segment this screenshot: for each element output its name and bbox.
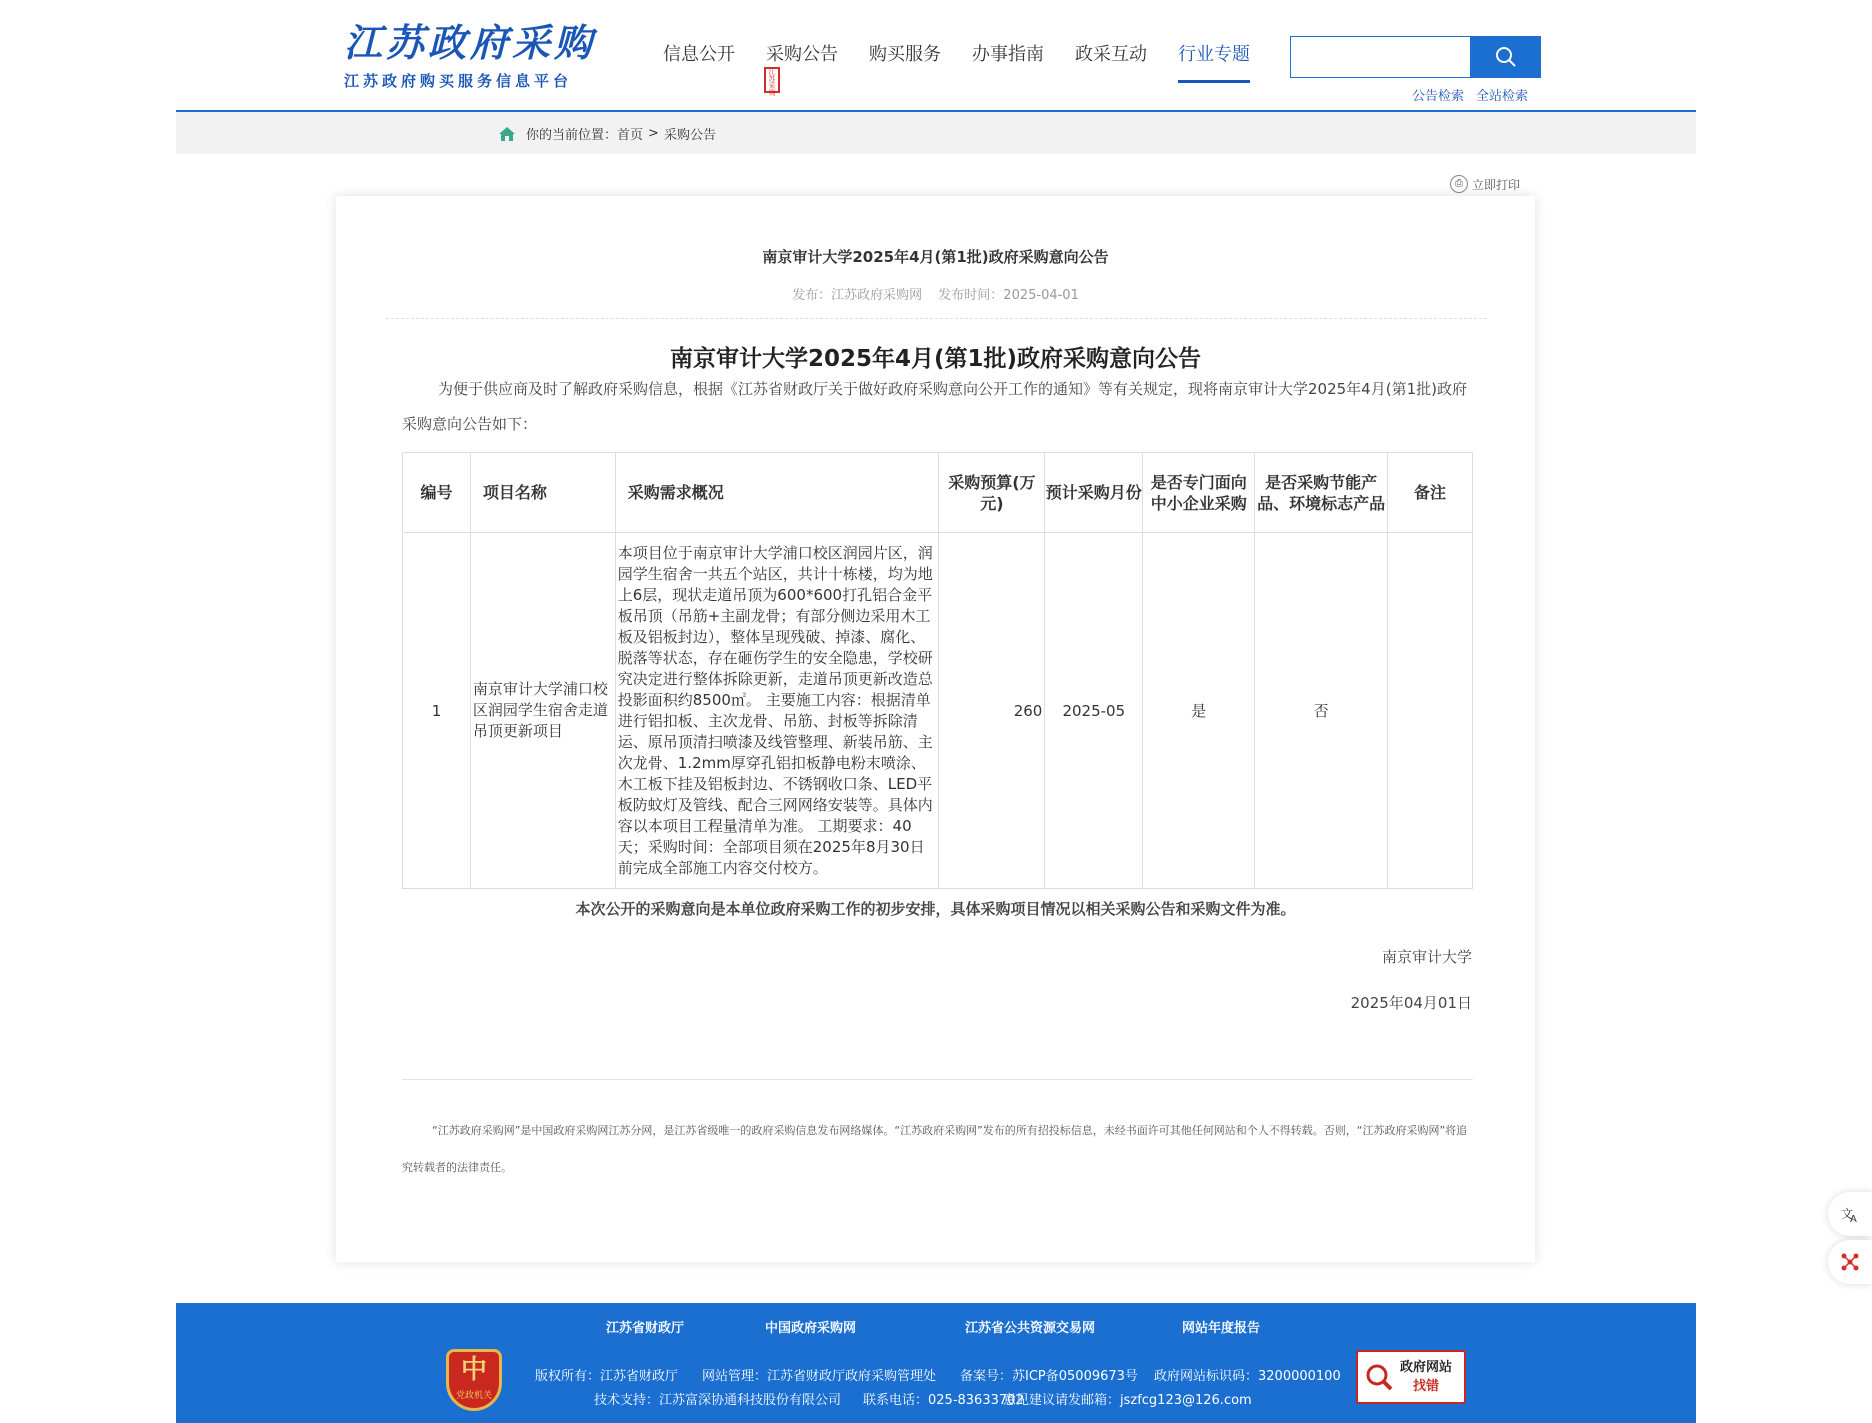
footer-site-code: 政府网站标识码：3200000100 (1154, 1369, 1341, 1384)
svg-text:文: 文 (1841, 1207, 1854, 1221)
footer-manager: 网站管理：江苏省财政厅政府采购管理处 (702, 1369, 937, 1384)
share-icon (1839, 1251, 1861, 1273)
article-note: 本次公开的采购意向是本单位政府采购工作的初步安排，具体采购项目情况以相关采购公告和采购文件为准。 (575, 900, 1296, 918)
nav-item-announcements[interactable]: 采购公告 (766, 44, 838, 65)
table-header: 备注 (1388, 453, 1473, 533)
site-search-link[interactable]: 全站检索 (1476, 89, 1529, 104)
logo-title: 江苏政府采购 (344, 20, 597, 65)
table-header: 采购需求概况 (615, 453, 939, 533)
footer-link-ccgp[interactable]: 中国政府采购网 (765, 1321, 857, 1336)
breadcrumb-bar (176, 112, 1696, 154)
cell-description: 本项目位于南京审计大学浦口校区润园片区，润园学生宿舍一共五个站区，共计十栋楼，均为地上6层，现状走道吊顶为600*600打孔铝合金平板吊顶（吊筋+主副龙骨；有部分侧边采用木工板及铝板封边），整体呈现残破、掉漆、腐化、脱落等状态，存在砸伤学生的安全隐患，学校研究决定进行整体拆除更新，走道吊顶更新改造总投影面积约8500㎡。 主要施工内容：根据清单进行铝扣板、主次龙骨、吊筋、封板等拆除清运、原吊顶清扫喷漆及线管整理、新装吊筋、主次龙骨、1.2mm厚穿孔铝扣板静电粉末喷涂、木工板下挂及铝板封边、不锈钢收口条、LED平板防蚊灯及管线、配合三网网络安装等。具体内容以本项目工程量清单为准。 工期要求：40天；采购时间：全部项目须在2025年8月30日前完成全部施工内容交付校方。 (615, 533, 939, 889)
cell-remark (1388, 533, 1473, 889)
gov-site-error-badge[interactable] (1356, 1350, 1466, 1404)
print-icon: ⎙ (1450, 175, 1468, 193)
breadcrumb-separator: > (648, 126, 659, 141)
announcement-search-link[interactable]: 公告检索 (1412, 89, 1465, 104)
article-main-title: 南京审计大学2025年4月(第1批)政府采购意向公告 (669, 346, 1202, 372)
table-header: 预计采购月份 (1045, 453, 1143, 533)
nav-item-interaction[interactable]: 政采互动 (1075, 44, 1147, 65)
footer-link-finance[interactable]: 江苏省财政厅 (606, 1321, 685, 1336)
article-top-title: 南京审计大学2025年4月(第1批)政府采购意向公告 (762, 248, 1109, 266)
article-publish-time: 发布时间：2025-04-01 (938, 288, 1079, 303)
party-government-badge[interactable] (446, 1349, 502, 1411)
table-header: 是否专门面向中小企业采购 (1143, 453, 1255, 533)
procurement-table (402, 452, 1473, 889)
site-footer (176, 1303, 1696, 1423)
table-header-row (403, 453, 1473, 533)
share-button[interactable] (1828, 1240, 1872, 1284)
table-header: 采购预算(万元) (939, 453, 1045, 533)
cell-green: 否 (1255, 533, 1388, 889)
translate-button[interactable] (1828, 1192, 1872, 1236)
cell-number: 1 (403, 533, 471, 889)
search-input[interactable] (1290, 36, 1471, 78)
footer-icp[interactable]: 备案号：苏ICP备05009673号 (960, 1369, 1138, 1384)
cell-sme: 是 (1143, 533, 1255, 889)
gov-badge-top: 政府网站 (1400, 1360, 1453, 1375)
article-intro: 为便于供应商及时了解政府采购信息，根据《江苏省财政厅关于做好政府采购意向公开工作的通知》等有关规定，现将南京审计大学2025年4月(第1批)政府采购意向公告如下： (402, 380, 1467, 433)
disclaimer-divider (402, 1079, 1473, 1080)
breadcrumb-home[interactable]: 首页 (617, 128, 644, 143)
article-signer: 南京审计大学 (1381, 948, 1472, 966)
print-button[interactable] (1450, 175, 1520, 193)
footer-email: 意见建议请发邮箱：jszfcg123@126.com (1003, 1393, 1252, 1408)
cell-project-name: 南京审计大学浦口校区润园学生宿舍走道吊顶更新项目 (470, 533, 615, 889)
gov-badge-bottom: 找错 (1413, 1379, 1440, 1394)
print-label: 立即打印 (1472, 177, 1521, 192)
breadcrumb (498, 124, 716, 143)
site-header (176, 0, 1696, 112)
footer-copyright: 版权所有：江苏省财政厅 (535, 1369, 679, 1384)
footer-link-report[interactable]: 网站年度报告 (1182, 1321, 1261, 1336)
magnifier-icon (1364, 1362, 1394, 1392)
search-links (1400, 85, 1528, 104)
search-icon (1495, 46, 1517, 68)
nav-item-guide[interactable]: 办事指南 (972, 44, 1044, 65)
cell-budget: 260 (939, 533, 1045, 889)
badge-glyph: 中 (460, 1355, 487, 1385)
breadcrumb-prefix: 你的当前位置： (526, 128, 618, 143)
home-icon (498, 126, 516, 142)
translate-icon (1840, 1204, 1860, 1224)
main-nav (663, 40, 1281, 83)
disclaimer: “江苏政府采购网”是中国政府采购网江苏分网，是江苏省级唯一的政府采购信息发布网络媒体。“江苏政府采购网”发布的所有招投标信息，未经书面许可其他任何网站和个人不得转载。否则，“江苏政府采购网”将追究转载者的法律责任。 (402, 1124, 1468, 1174)
table-header: 编号 (403, 453, 471, 533)
article-publisher: 发布：江苏政府采购网 (792, 288, 923, 303)
nav-item-info[interactable]: 信息公开 (663, 44, 735, 65)
footer-link-trading[interactable]: 江苏省公共资源交易网 (965, 1321, 1096, 1336)
badge-label: 党政机关 (455, 1391, 492, 1401)
article-sign-date: 2025年04月01日 (1350, 994, 1472, 1012)
breadcrumb-current[interactable]: 采购公告 (663, 128, 716, 143)
search-button[interactable] (1470, 36, 1541, 78)
svg-text:A: A (1850, 1214, 1857, 1224)
footer-tech-support: 技术支持：江苏富深协通科技股份有限公司 (594, 1393, 842, 1408)
nav-item-industry[interactable]: 行业专题 (1178, 40, 1250, 83)
nav-item-services[interactable]: 购买服务 (869, 44, 941, 65)
logo-subtitle: 江苏政府购买服务信息平台 (344, 72, 573, 90)
article-meta (336, 284, 1535, 303)
footer-phone: 联系电话：025-83633702 (863, 1393, 1024, 1408)
table-row (403, 533, 1473, 889)
logo-seal: 江苏采购 (764, 67, 780, 93)
cell-month: 2025-05 (1045, 533, 1143, 889)
meta-divider (386, 318, 1487, 319)
table-header: 是否采购节能产品、环境标志产品 (1255, 453, 1388, 533)
article-card (336, 196, 1535, 1262)
table-header: 项目名称 (470, 453, 615, 533)
gov-badge-text (1400, 1358, 1452, 1396)
